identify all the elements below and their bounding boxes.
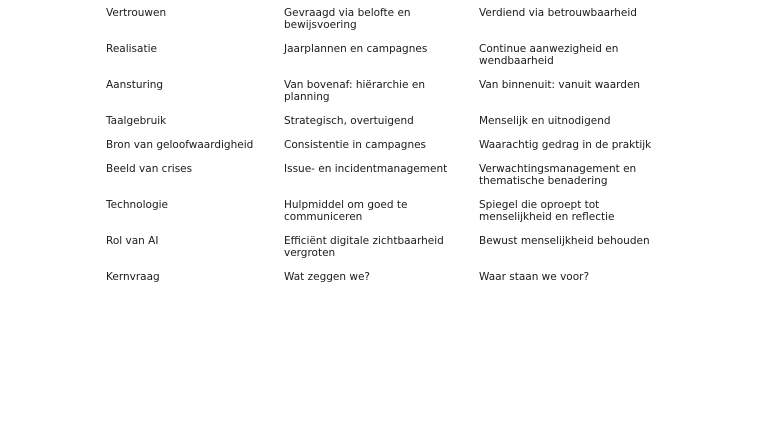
new-approach-cell: Verdiend via betrouwbaarheid — [479, 7, 637, 19]
aspect-cell: Bron van geloofwaardigheid — [106, 139, 254, 151]
aspect-cell: Taalgebruik — [106, 115, 167, 127]
table-row — [106, 139, 666, 163]
table-row — [106, 235, 666, 271]
new-approach-cell: Continue aanwezigheid en wendbaarheid — [479, 43, 619, 67]
new-approach-cell: Verwachtingsmanagement en thematische benadering — [479, 163, 637, 187]
aspect-cell: Vertrouwen — [106, 7, 167, 19]
old-approach-cell: Hulpmiddel om goed te communiceren — [284, 199, 408, 223]
table-row — [106, 115, 666, 139]
old-approach-cell: Jaarplannen en campagnes — [284, 43, 428, 55]
aspect-cell: Kernvraag — [106, 271, 160, 283]
aspect-cell: Beeld van crises — [106, 163, 193, 175]
old-approach-cell: Consistentie in campagnes — [284, 139, 427, 151]
table-row — [106, 43, 666, 79]
old-approach-cell: Van bovenaf: hiërarchie en planning — [284, 79, 425, 103]
table-row — [106, 163, 666, 199]
table-row — [106, 271, 666, 295]
aspect-cell: Aansturing — [106, 79, 164, 91]
comparison-table — [106, 7, 666, 295]
table-row — [106, 199, 666, 235]
table-row — [106, 79, 666, 115]
new-approach-cell: Menselijk en uitnodigend — [479, 115, 611, 127]
new-approach-cell: Spiegel die oproept tot menselijkheid en reflectie — [479, 199, 615, 223]
aspect-cell: Realisatie — [106, 43, 157, 55]
old-approach-cell: Wat zeggen we? — [284, 271, 370, 283]
new-approach-cell: Van binnenuit: vanuit waarden — [479, 79, 641, 91]
new-approach-cell: Bewust menselijkheid behouden — [479, 235, 650, 247]
old-approach-cell: Gevraagd via belofte en bewijsvoering — [284, 7, 411, 31]
aspect-cell: Rol van AI — [106, 235, 159, 247]
new-approach-cell: Waarachtig gedrag in de praktijk — [479, 139, 652, 151]
new-approach-cell: Waar staan we voor? — [479, 271, 590, 283]
old-approach-cell: Issue- en incidentmanagement — [284, 163, 448, 175]
old-approach-cell: Strategisch, overtuigend — [284, 115, 414, 127]
old-approach-cell: Efficiënt digitale zichtbaarheid vergroten — [284, 235, 444, 259]
table-row — [106, 7, 666, 43]
aspect-cell: Technologie — [106, 199, 168, 211]
